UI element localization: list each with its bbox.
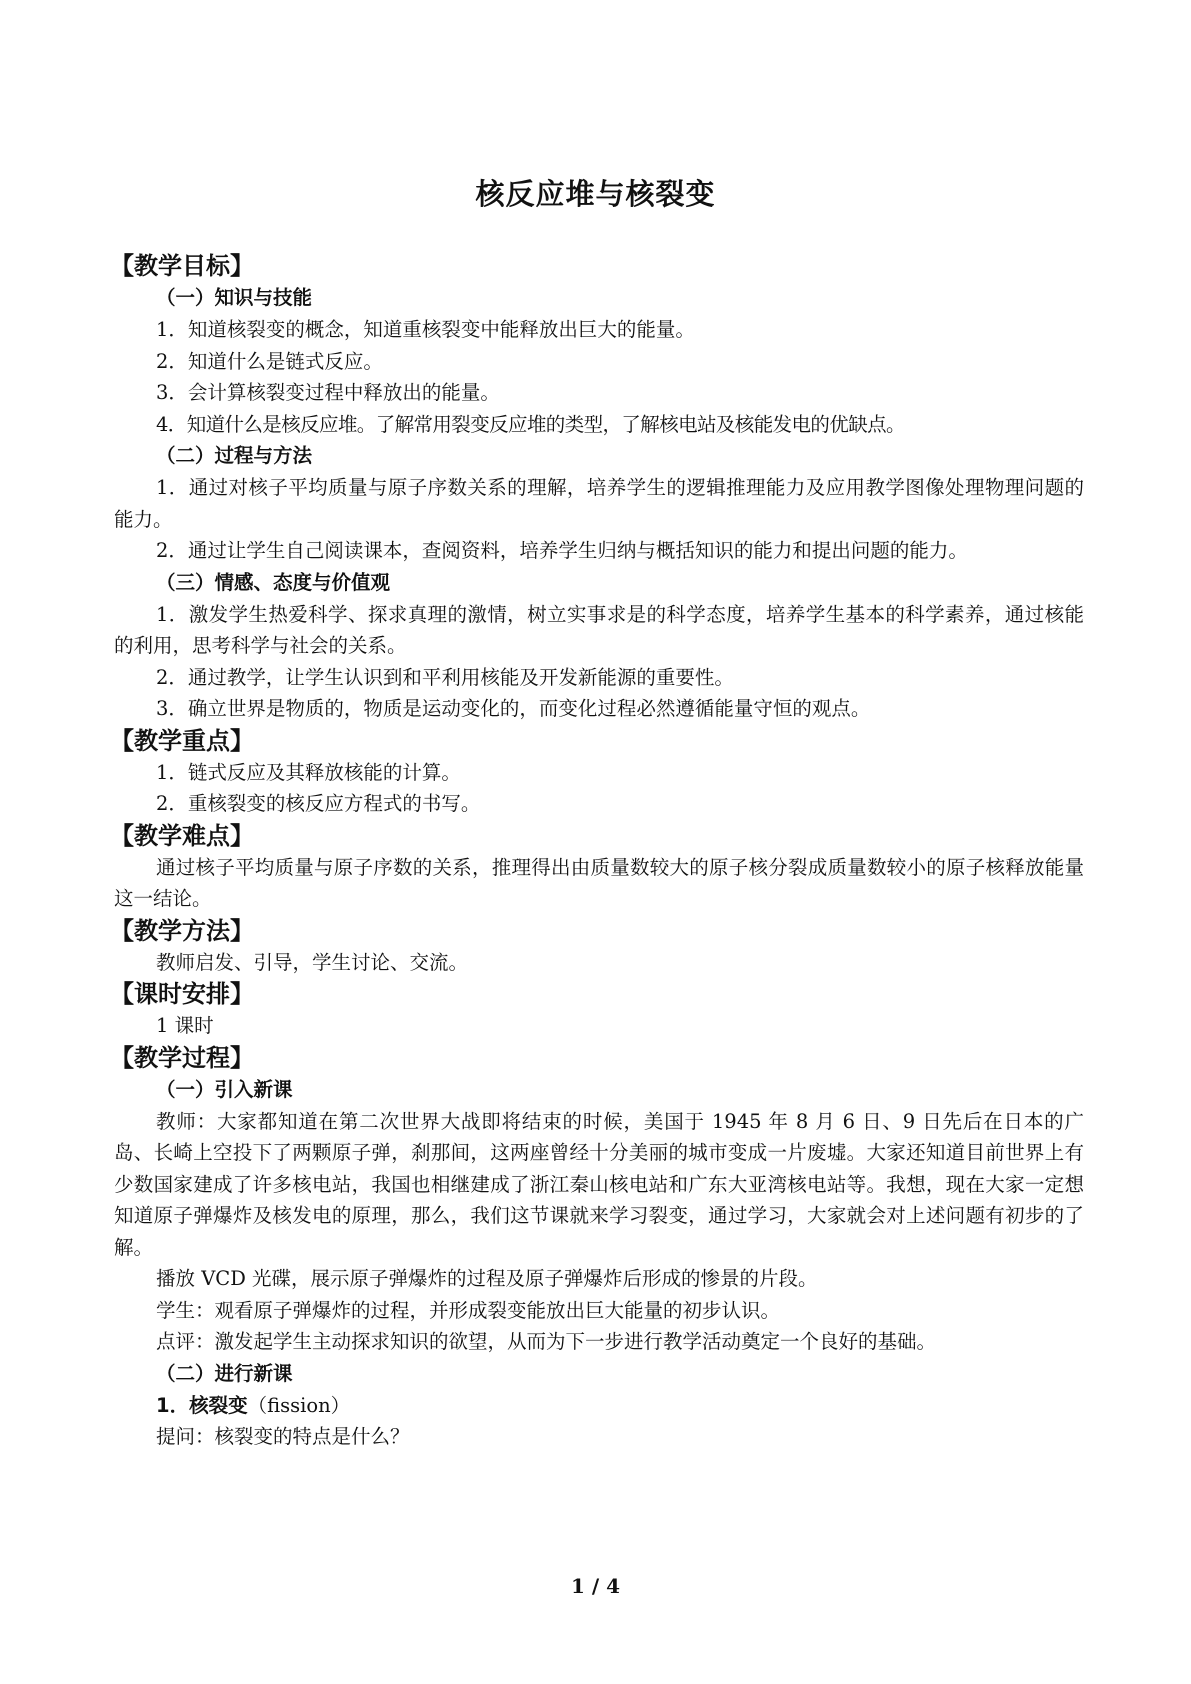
section-heading-key-points: 【教学重点】 bbox=[110, 726, 254, 755]
knowledge-item: 4．知道什么是核反应堆。了解常用裂变反应堆的类型，了解核电站及核能发电的优缺点。 bbox=[156, 412, 905, 436]
knowledge-item: 3．会计算核裂变过程中释放出的能量。 bbox=[156, 381, 500, 404]
fission-heading bbox=[114, 1390, 1084, 1422]
methods-text: 教师启发、引导，学生讨论、交流。 bbox=[156, 950, 469, 974]
key-point-item: 1．链式反应及其释放核能的计算。 bbox=[156, 760, 461, 784]
page-number: 1 / 4 bbox=[570, 1574, 621, 1598]
key-point-item: 2．重核裂变的核反应方程式的书写。 bbox=[156, 792, 481, 815]
section-heading-difficulties: 【教学难点】 bbox=[110, 821, 254, 850]
intro-paragraph: 教师：大家都知道在第二次世界大战即将结束的时候，美国于 1945 年 8 月 6 日、9 日先后在日本的广岛、长崎上空投下了两颗原子弹，刹那间，这两座曾经十分美丽的城市变成一片废墟。大家还知道目前世界上有少数国家建成了许多核电站，我国也相继建成了浙江秦山核电站和广东大亚湾核电站等。我想，现在大家一定想知道原子弹爆炸及核发电的原理，那么，我们这节课就来学习裂变，通过学习，大家就会对上述问题有初步的了解。 bbox=[114, 1109, 1084, 1259]
attitude-item: 2．通过教学，让学生认识到和平利用核能及开发新能源的重要性。 bbox=[156, 665, 734, 689]
difficulties-text: 通过核子平均质量与原子序数的关系，推理得出由质量数较大的原子核分裂成质量数较小的原子核释放能量这一结论。 bbox=[114, 855, 1084, 910]
subsection-heading-new-lesson: （二）进行新课 bbox=[156, 1361, 293, 1385]
section-heading-schedule: 【课时安排】 bbox=[110, 980, 254, 1008]
subsection-heading-attitude: （三）情感、态度与价值观 bbox=[156, 570, 391, 594]
schedule-text: 1 课时 bbox=[156, 1014, 214, 1037]
fission-heading-english: （fission） bbox=[247, 1393, 351, 1417]
fission-heading-bold: 1．核裂变 bbox=[156, 1393, 248, 1417]
knowledge-item: 1．知道核裂变的概念，知道重核裂变中能释放出巨大的能量。 bbox=[156, 318, 695, 341]
subsection-heading-knowledge: （一）知识与技能 bbox=[156, 286, 313, 309]
subsection-heading-process: （二）过程与方法 bbox=[156, 444, 313, 467]
section-heading-process: 【教学过程】 bbox=[110, 1043, 254, 1072]
subsection-heading-intro: （一）引入新课 bbox=[156, 1077, 293, 1101]
process-item: 1．通过对核子平均质量与原子序数关系的理解，培养学生的逻辑推理能力及应用教学图像处理物理问题的能力。 bbox=[114, 476, 1084, 531]
fission-question: 提问：核裂变的特点是什么？ bbox=[156, 1425, 410, 1448]
knowledge-item: 2．知道什么是链式反应。 bbox=[156, 349, 383, 373]
intro-paragraph: 学生：观看原子弹爆炸的过程，并形成裂变能放出巨大能量的初步认识。 bbox=[156, 1298, 781, 1322]
attitude-item: 1．激发学生热爱科学、探求真理的激情，树立实事求是的科学态度，培养学生基本的科学素养，通过核能的利用，思考科学与社会的关系。 bbox=[114, 602, 1084, 657]
process-item: 2．通过让学生自己阅读课本，查阅资料，培养学生归纳与概括知识的能力和提出问题的能力。 bbox=[156, 539, 968, 562]
section-heading-methods: 【教学方法】 bbox=[110, 916, 254, 945]
intro-paragraph: 点评：激发起学生主动探求知识的欲望，从而为下一步进行教学活动奠定一个良好的基础。 bbox=[156, 1330, 937, 1353]
document-body bbox=[110, 250, 1084, 1453]
intro-paragraph: 播放 VCD 光碟，展示原子弹爆炸的过程及原子弹爆炸后形成的惨景的片段。 bbox=[156, 1267, 818, 1290]
attitude-item: 3．确立世界是物质的，物质是运动变化的，而变化过程必然遵循能量守恒的观点。 bbox=[156, 697, 871, 720]
section-heading-goals: 【教学目标】 bbox=[110, 252, 254, 280]
document-title: 核反应堆与核裂变 bbox=[475, 177, 716, 211]
